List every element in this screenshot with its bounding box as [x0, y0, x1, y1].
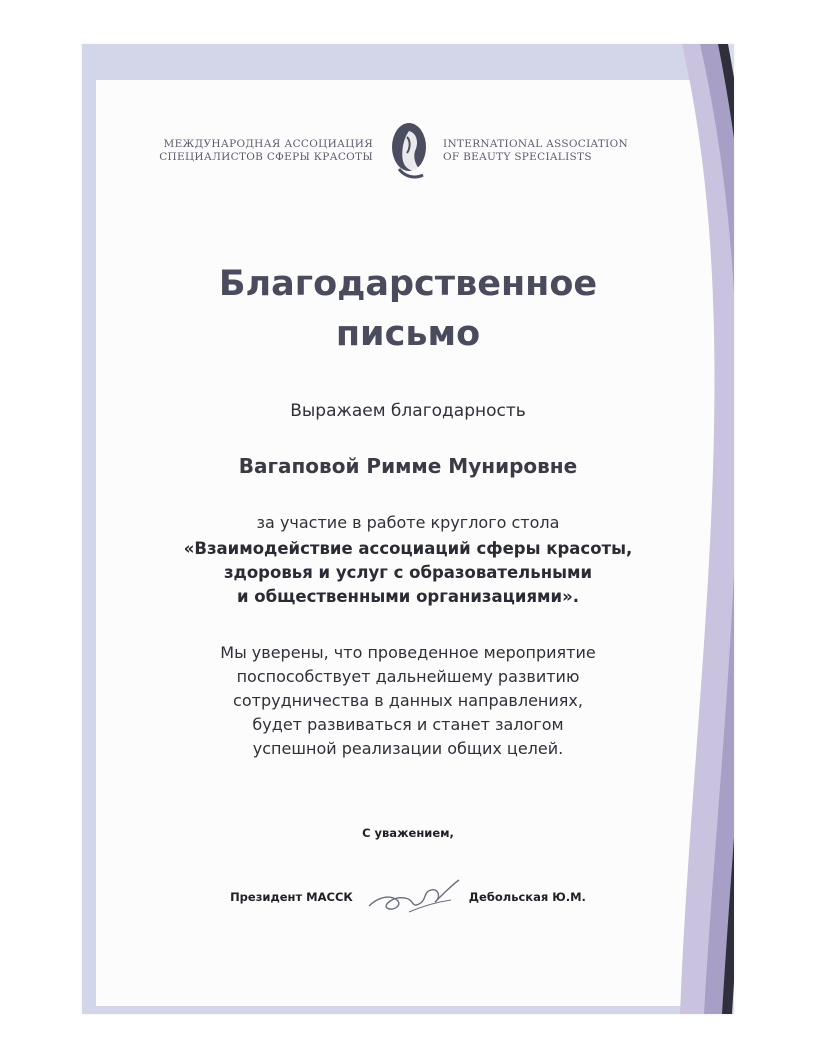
association-name-en [443, 138, 673, 164]
event-title-line3: и общественными организациями». [236, 587, 580, 606]
association-name-ru-line2: СПЕЦИАЛИСТОВ СФЕРЫ КРАСОТЫ [159, 151, 373, 163]
signature-line [82, 872, 734, 922]
closing-line3: сотрудничества в данных направлениях, [233, 691, 583, 710]
closing-paragraph [82, 641, 734, 761]
association-name-en-line2: OF BEAUTY SPECIALISTS [443, 151, 592, 163]
association-header [82, 116, 734, 186]
event-title [82, 537, 734, 609]
document-title-line1: Благодарственное [218, 264, 598, 304]
document-title-line2: письмо [335, 314, 481, 354]
closing-line4: будет развиваться и станет залогом [252, 715, 564, 734]
event-title-line2: здоровья и услуг с образовательными [223, 563, 593, 582]
signer-name: Дебольская Ю.М. [468, 890, 586, 904]
document-title [82, 259, 734, 359]
woman-profile-icon [385, 119, 431, 183]
closing-line2: поспособствует дальнейшему развитию [236, 667, 580, 686]
closing-line5: успешной реализации общих целей. [252, 739, 564, 758]
signer-position: Президент МАССК [230, 890, 353, 904]
participation-text: за участие в работе круглого стола [256, 513, 560, 532]
regards-text: С уважением, [362, 826, 454, 840]
recipient-name: Вагаповой Римме Мунировне [238, 454, 578, 478]
association-name-en-line1: INTERNATIONAL ASSOCIATION [443, 138, 628, 150]
handwritten-signature [363, 872, 463, 922]
thanks-text: Выражаем благодарность [290, 401, 526, 421]
event-title-line1: «Взаимодействие ассоциаций сферы красоты, [183, 539, 633, 558]
association-name-ru-line1: МЕЖДУНАРОДНАЯ АССОЦИАЦИЯ [163, 138, 373, 150]
closing-line1: Мы уверены, что проведенное мероприятие [220, 643, 596, 662]
association-name-ru [143, 138, 373, 164]
certificate-sheet [82, 44, 734, 1014]
